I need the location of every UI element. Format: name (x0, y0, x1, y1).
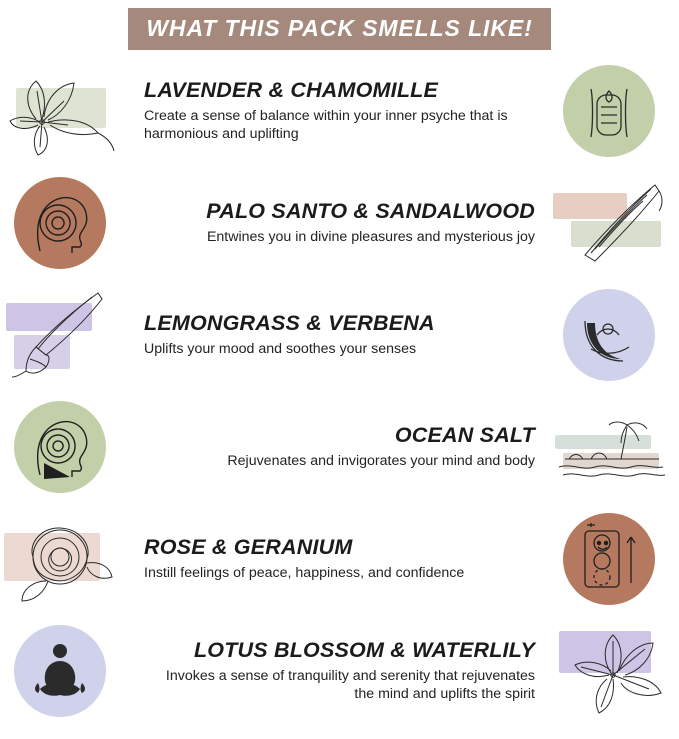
meditation-sketch (14, 625, 106, 717)
scent-text (130, 639, 549, 703)
scent-description: Invokes a sense of tranquility and serenity that rejuvenates the mind and uplifts the spirit (165, 667, 535, 702)
beach-palm-sketch-icon (549, 391, 679, 503)
header (0, 8, 679, 50)
waterlily-sketch (553, 627, 673, 719)
scent-text (130, 312, 549, 358)
scent-row-ocean-salt (0, 391, 679, 503)
head-spiral-profile-circle-icon (0, 391, 130, 503)
scent-row-lemongrass-verbena (0, 279, 679, 391)
scent-title: ROSE & GERANIUM (144, 535, 353, 560)
header-band (128, 8, 550, 50)
moon-hammock-circle-icon (549, 279, 679, 391)
lemongrass-stalks-sketch-icon (0, 279, 130, 391)
head-brain-sketch (14, 177, 106, 269)
scent-row-palo-santo-sandalwood (0, 167, 679, 279)
scent-description: Rejuvenates and invigorates your mind and body (227, 452, 535, 469)
balance-scale-circle-icon (549, 503, 679, 615)
lily-sketch (6, 67, 122, 157)
meditating-person-circle-icon (0, 615, 130, 727)
moon-hammock-sketch (563, 289, 655, 381)
scent-description: Uplifts your mood and soothes your senses (144, 340, 417, 357)
rose-sketch (8, 513, 124, 609)
lemongrass-sketch (6, 287, 118, 383)
lotus-flower-sketch-icon (549, 615, 679, 727)
head-spiral-brain-circle-icon (0, 167, 130, 279)
scent-description: Create a sense of balance within your inner psyche that is harmonious and uplifting (144, 107, 508, 142)
lily-flower-sketch-icon (0, 55, 130, 167)
scent-title: LAVENDER & CHAMOMILLE (144, 78, 439, 102)
candle-circle-icon (549, 55, 679, 167)
scent-text (130, 424, 549, 470)
page-title: WHAT THIS PACK SMELLS LIKE! (146, 15, 533, 41)
scent-text (130, 536, 549, 582)
scent-text (130, 200, 549, 246)
scent-title: LEMONGRASS & VERBENA (144, 311, 435, 336)
scent-row-lotus-blossom-waterlily (0, 615, 679, 727)
head-profile-sketch (14, 401, 106, 493)
scent-title: LOTUS BLOSSOM & WATERLILY (193, 638, 535, 662)
palo-santo-sticks-sketch-icon (549, 167, 679, 279)
scent-title: PALO SANTO & SANDALWOOD (206, 199, 535, 224)
scent-row-rose-geranium (0, 503, 679, 615)
scent-description: Instill feelings of peace, happiness, and confidence (144, 564, 465, 581)
scent-description: Entwines you in divine pleasures and mysterious joy (206, 228, 535, 245)
scent-row-lavender-chamomille (0, 55, 679, 167)
balance-sketch (563, 513, 655, 605)
scent-text (130, 79, 549, 143)
sticks-sketch (559, 177, 671, 269)
candle-sketch (563, 65, 655, 157)
scent-title: OCEAN SALT (394, 423, 535, 448)
rose-flower-sketch-icon (0, 503, 130, 615)
beach-sketch (555, 405, 667, 489)
